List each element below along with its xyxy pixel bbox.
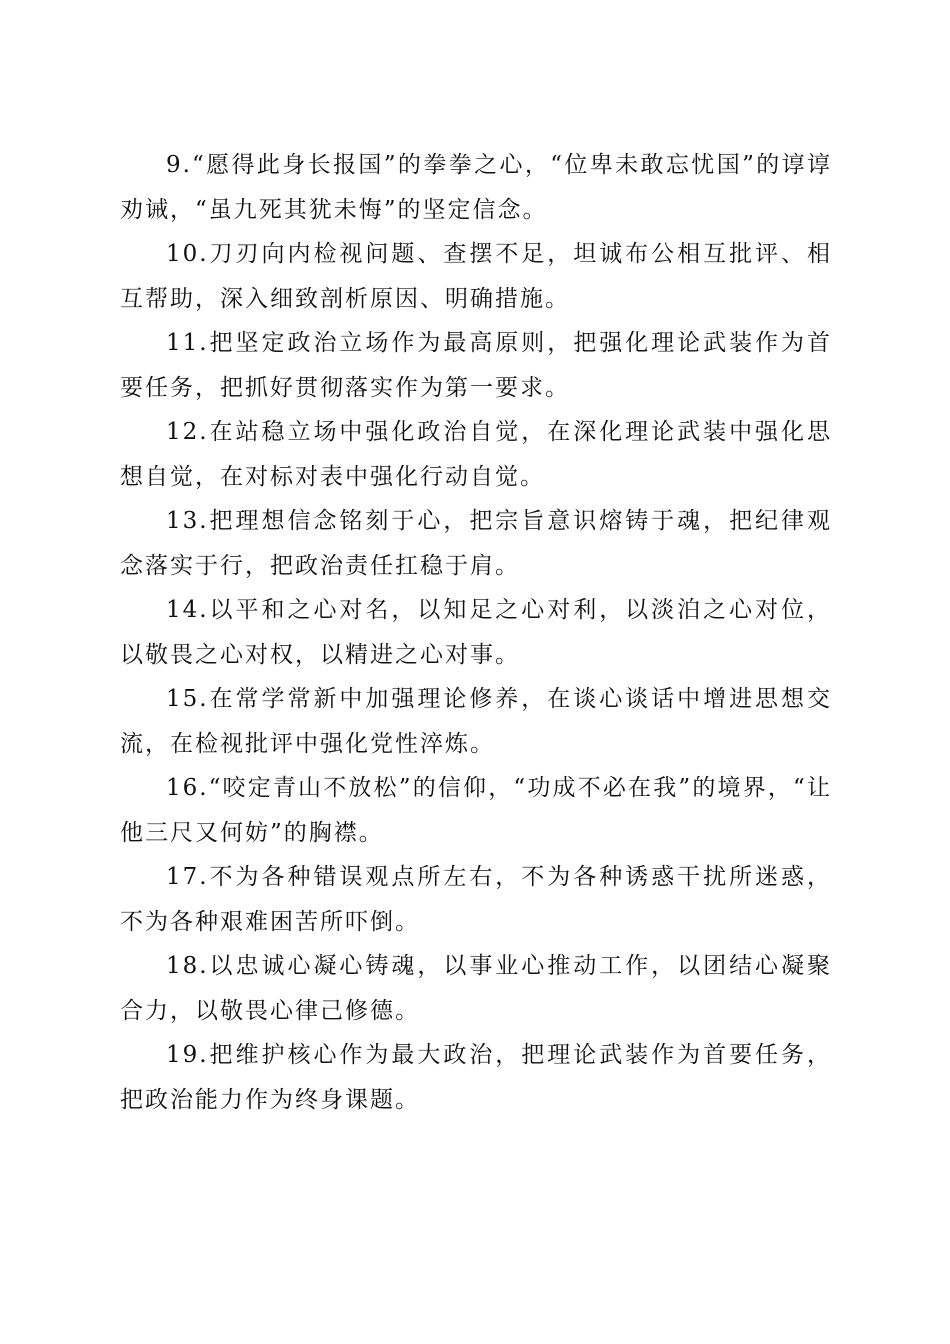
paragraph-10: 10.刀刃向内检视问题、查摆不足，坦诚布公相互批评、相互帮助，深入细致剖析原因、明确措施。	[120, 241, 832, 312]
paragraph-16: 16.“咬定青山不放松”的信仰，“功成不必在我”的境界，“让他三尺又何妨”的胸襟。	[120, 775, 832, 846]
paragraph-12: 12.在站稳立场中强化政治自觉，在深化理论武装中强化思想自觉，在对标对表中强化行动自觉。	[120, 419, 832, 490]
paragraph-13: 13.把理想信念铭刻于心，把宗旨意识熔铸于魂，把纪律观念落实于行，把政治责任扛稳于肩。	[120, 508, 832, 579]
paragraph-9: 9.“愿得此身长报国”的拳拳之心，“位卑未敢忘忧国”的谆谆劝诫，“虽九死其犹未悔”的坚定信念。	[120, 152, 832, 223]
paragraph-19: 19.把维护核心作为最大政治，把理论武装作为首要任务，把政治能力作为终身课题。	[120, 1042, 832, 1113]
paragraph-17: 17.不为各种错误观点所左右，不为各种诱惑干扰所迷惑，不为各种艰难困苦所吓倒。	[120, 864, 832, 935]
document-body	[120, 143, 832, 1122]
paragraph-14: 14.以平和之心对名，以知足之心对利，以淡泊之心对位，以敬畏之心对权，以精进之心对事。	[120, 597, 832, 668]
paragraph-11: 11.把坚定政治立场作为最高原则，把强化理论武装作为首要任务，把抓好贯彻落实作为第一要求。	[120, 330, 832, 401]
paragraph-15: 15.在常学常新中加强理论修养，在谈心谈话中增进思想交流，在检视批评中强化党性淬炼。	[120, 686, 832, 757]
paragraph-18: 18.以忠诚心凝心铸魂，以事业心推动工作，以团结心凝聚合力，以敬畏心律己修德。	[120, 953, 832, 1024]
